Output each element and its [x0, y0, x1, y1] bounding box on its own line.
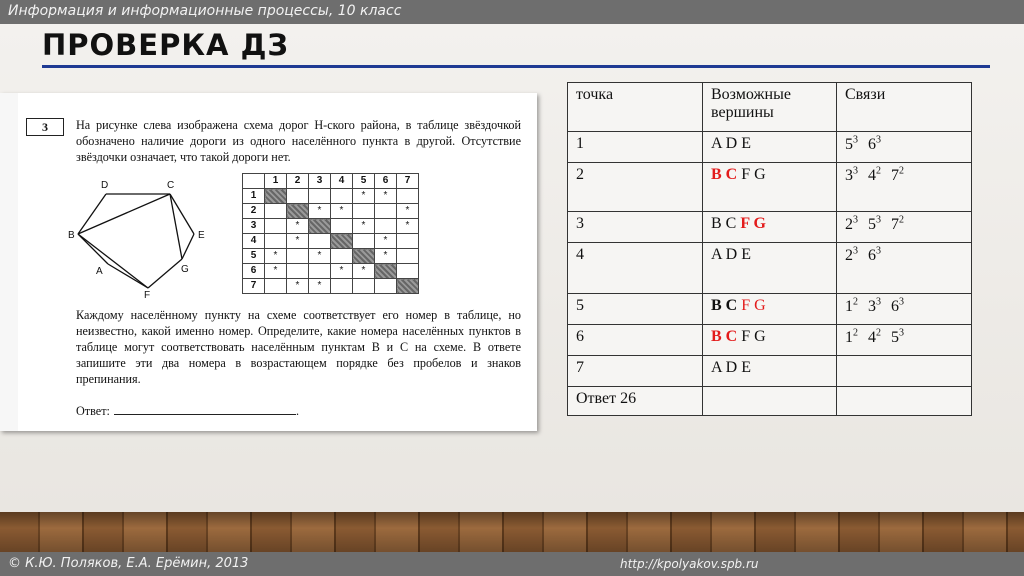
- matrix-diagonal-cell: [287, 204, 309, 219]
- matrix-row: [243, 189, 419, 204]
- matrix-col-header: 1: [265, 174, 287, 189]
- links-cell: [837, 163, 972, 212]
- vertex-group: B C: [711, 328, 738, 345]
- matrix-diagonal-cell: [309, 219, 331, 234]
- link-value: $6^3$: [868, 246, 881, 265]
- vertex-a: A: [96, 266, 103, 277]
- matrix-cell: [287, 189, 309, 204]
- link-value: $5^3$: [891, 328, 904, 347]
- matrix-cell: *: [331, 264, 353, 279]
- problem-scan: [0, 93, 537, 431]
- header-point: точка: [568, 83, 703, 132]
- vertices-cell: [703, 132, 837, 163]
- matrix-col-header: 5: [353, 174, 375, 189]
- matrix-row-header: 1: [243, 189, 265, 204]
- matrix-cell: [287, 249, 309, 264]
- link-value: $6^3$: [891, 297, 904, 316]
- link-value: $5^3$: [845, 135, 858, 154]
- links-cell: [837, 325, 972, 356]
- links-cell: [837, 294, 972, 325]
- point-cell: 3: [568, 212, 703, 243]
- vertices-cell: [703, 294, 837, 325]
- matrix-cell: *: [375, 234, 397, 249]
- point-cell: 2: [568, 163, 703, 212]
- vertex-group: B C: [711, 166, 738, 183]
- vertex-e: E: [198, 230, 205, 241]
- matrix-row-header: 2: [243, 204, 265, 219]
- adjacency-table: [242, 173, 419, 294]
- matrix-col-header: 7: [397, 174, 419, 189]
- vertex-group: F G: [740, 215, 766, 232]
- matrix-cell: [331, 249, 353, 264]
- matrix-cell: *: [397, 219, 419, 234]
- solution-row: [568, 132, 972, 163]
- solution-row: [568, 243, 972, 294]
- matrix-row: [243, 249, 419, 264]
- matrix-cell: *: [331, 204, 353, 219]
- point-cell: 5: [568, 294, 703, 325]
- link-value: $5^3$: [868, 215, 881, 234]
- links-cell: [837, 212, 972, 243]
- vertices-cell: [703, 325, 837, 356]
- slide-title: ПРОВЕРКА ДЗ: [42, 28, 290, 62]
- link-value: $1^2$: [845, 328, 858, 347]
- answer-line: Ответ: .: [76, 404, 299, 418]
- point-cell: 6: [568, 325, 703, 356]
- point-cell: 7: [568, 356, 703, 387]
- point-cell: 1: [568, 132, 703, 163]
- matrix-row-header: 5: [243, 249, 265, 264]
- matrix-cell: *: [353, 189, 375, 204]
- matrix-cell: [331, 189, 353, 204]
- link-value: $3^3$: [845, 166, 858, 185]
- matrix-cell: *: [309, 204, 331, 219]
- solution-row: [568, 294, 972, 325]
- vertex-group: F G: [737, 166, 766, 183]
- matrix-col-header: 4: [331, 174, 353, 189]
- vertex-group: B C: [711, 297, 742, 314]
- link-value: $2^3$: [845, 246, 858, 265]
- matrix-cell: [331, 279, 353, 294]
- road-graph: [68, 178, 218, 298]
- matrix-cell: *: [353, 264, 375, 279]
- solution-row: [568, 212, 972, 243]
- vertex-b: B: [68, 230, 75, 241]
- vertices-cell: [703, 356, 837, 387]
- matrix-cell: [353, 234, 375, 249]
- matrix-col-header: 2: [287, 174, 309, 189]
- matrix-row: [243, 234, 419, 249]
- matrix-row-header: 7: [243, 279, 265, 294]
- links-cell: [837, 243, 972, 294]
- vertex-c: C: [167, 180, 175, 191]
- matrix-cell: [353, 279, 375, 294]
- matrix-cell: [265, 219, 287, 234]
- matrix-cell: [287, 264, 309, 279]
- link-value: $3^3$: [868, 297, 881, 316]
- header-bar: [0, 0, 1024, 24]
- vertex-f: F: [144, 290, 151, 298]
- problem-text-intro: На рисунке слева изображена схема дорог Н-ского района, в таблице звёздочкой обозначено наличие дороги из одного населённого пункта в другой. Отсутствие звёздочки означает, что такой дороги нет.: [76, 118, 521, 164]
- solution-table: [567, 82, 972, 416]
- footer-bar: [0, 552, 1024, 576]
- matrix-cell: [375, 279, 397, 294]
- matrix-body: [243, 189, 419, 294]
- point-cell: 4: [568, 243, 703, 294]
- matrix-row: [243, 279, 419, 294]
- vertex-g: G: [181, 264, 189, 275]
- problem-number: 3: [26, 118, 64, 136]
- links-cell: [837, 132, 972, 163]
- matrix-diagonal-cell: [397, 279, 419, 294]
- matrix-cell: *: [309, 249, 331, 264]
- vertex-group: B C: [711, 215, 741, 232]
- vertices-cell: [703, 243, 837, 294]
- vertices-cell: [703, 163, 837, 212]
- matrix-cell: *: [287, 279, 309, 294]
- matrix-cell: [309, 234, 331, 249]
- matrix-cell: [397, 189, 419, 204]
- link-value: $1^2$: [845, 297, 858, 316]
- footer-url: http://kpolyakov.spb.ru: [620, 557, 759, 571]
- matrix-cell: *: [375, 189, 397, 204]
- vertex-group: A D E: [711, 135, 751, 152]
- matrix-diagonal-cell: [375, 264, 397, 279]
- matrix-cell: *: [397, 204, 419, 219]
- vertex-group: F G: [741, 297, 766, 314]
- footer-authors: © К.Ю. Поляков, Е.А. Ерёмин, 2013: [8, 556, 249, 571]
- links-cell: [837, 356, 972, 387]
- answer-cell: Ответ 26: [568, 387, 703, 416]
- vertex-d: D: [101, 180, 109, 191]
- matrix-diagonal-cell: [331, 234, 353, 249]
- matrix-row-header: 6: [243, 264, 265, 279]
- matrix-cell: [375, 219, 397, 234]
- answer-blank: [114, 402, 296, 415]
- title-underline: [42, 65, 990, 68]
- link-value: $7^2$: [891, 215, 904, 234]
- course-title: Информация и информационные процессы, 10 класс: [8, 3, 402, 19]
- link-value: $6^3$: [868, 135, 881, 154]
- link-value: $4^2$: [868, 166, 881, 185]
- wood-floor: [0, 512, 1024, 552]
- link-value: $2^3$: [845, 215, 858, 234]
- matrix-row-header: 4: [243, 234, 265, 249]
- solution-rows: [568, 132, 972, 387]
- matrix-diagonal-cell: [265, 189, 287, 204]
- matrix-cell: *: [309, 279, 331, 294]
- matrix-col-header: 3: [309, 174, 331, 189]
- matrix-row-header: 3: [243, 219, 265, 234]
- vertex-group: F G: [737, 328, 766, 345]
- matrix-row: [243, 204, 419, 219]
- matrix-cell: [397, 264, 419, 279]
- matrix-cell: *: [287, 219, 309, 234]
- matrix-cell: *: [353, 219, 375, 234]
- vertex-group: A D E: [711, 246, 751, 263]
- matrix-cell: [353, 204, 375, 219]
- matrix-cell: *: [265, 264, 287, 279]
- matrix-col-header: 6: [375, 174, 397, 189]
- matrix-cell: [397, 234, 419, 249]
- matrix-cell: [309, 264, 331, 279]
- matrix-cell: [375, 204, 397, 219]
- matrix-cell: *: [265, 249, 287, 264]
- answer-label: Ответ:: [76, 404, 110, 418]
- solution-row: [568, 356, 972, 387]
- header-vertices: Возможные вершины: [703, 83, 837, 132]
- problem-text-task: Каждому населённому пункту на схеме соответствует его номер в таблице, но неизвестно, какой именно номер. Определите, какие номера населённых пунктов в таблице могут соответствовать населённым пунктам B и C на схеме. В ответе запишите эти два номера в возрастающем порядке без пробелов и знаков препинания.: [76, 308, 521, 386]
- matrix-cell: *: [375, 249, 397, 264]
- matrix-cell: [265, 234, 287, 249]
- solution-row: [568, 163, 972, 212]
- matrix-cell: [309, 189, 331, 204]
- matrix-cell: [397, 249, 419, 264]
- vertices-cell: [703, 212, 837, 243]
- matrix-diagonal-cell: [353, 249, 375, 264]
- vertex-group: A D E: [711, 359, 751, 376]
- header-links: Связи: [837, 83, 972, 132]
- matrix-cell: [265, 204, 287, 219]
- matrix-cell: [265, 279, 287, 294]
- matrix-row: [243, 219, 419, 234]
- matrix-row: [243, 264, 419, 279]
- link-value: $7^2$: [891, 166, 904, 185]
- matrix-cell: *: [287, 234, 309, 249]
- link-value: $4^2$: [868, 328, 881, 347]
- matrix-cell: [331, 219, 353, 234]
- solution-row: [568, 325, 972, 356]
